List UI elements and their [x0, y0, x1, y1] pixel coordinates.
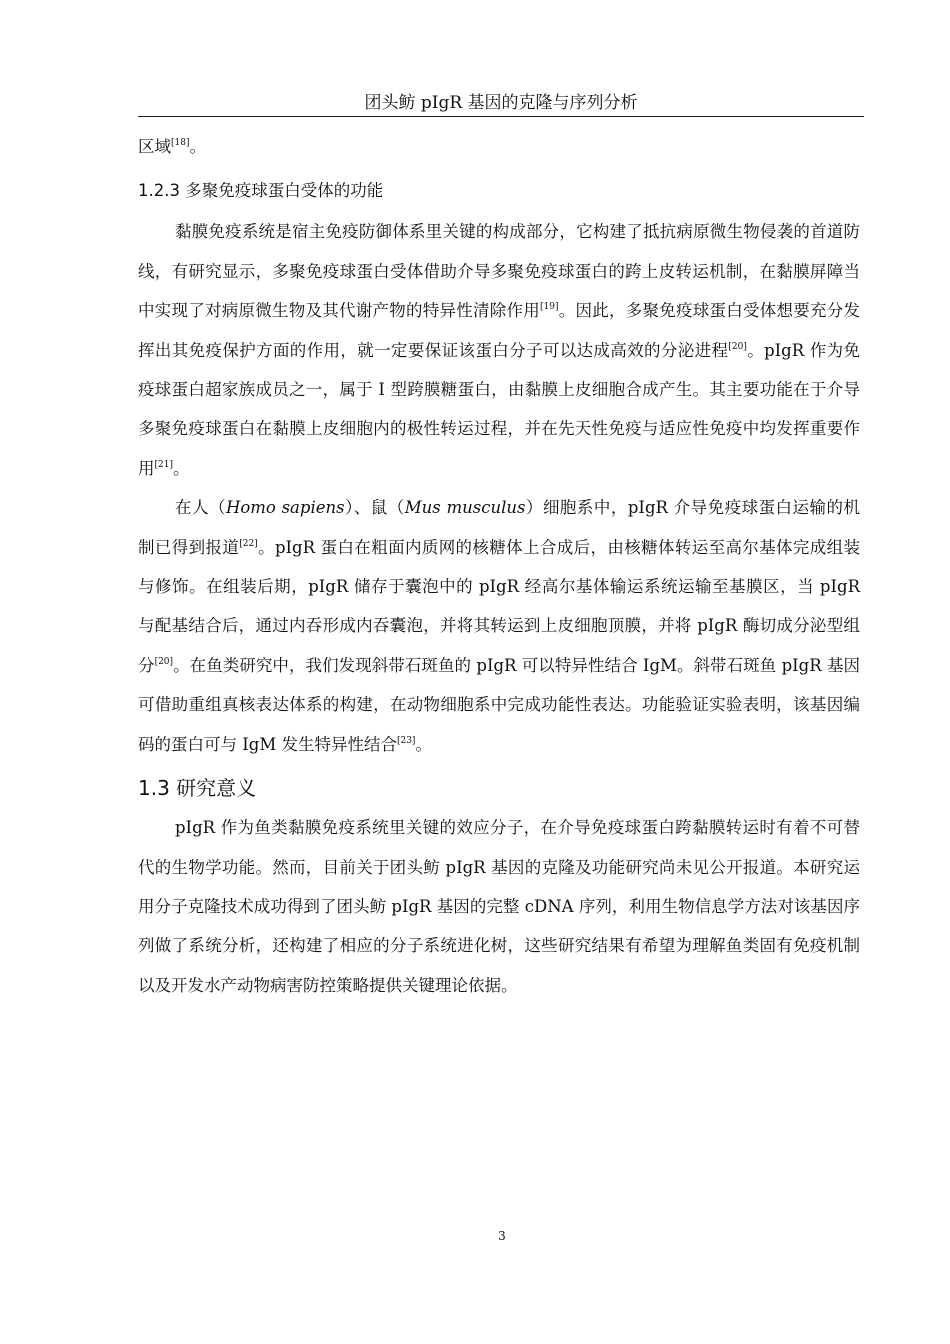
- species-name: Mus musculus: [404, 498, 526, 518]
- citation: [22]: [239, 538, 258, 549]
- citation: [19]: [540, 302, 559, 313]
- citation: [20]: [154, 656, 174, 667]
- page-number: 3: [498, 1229, 506, 1243]
- section-heading-1-2-3: 1.2.3 多聚免疫球蛋白受体的功能: [138, 181, 384, 201]
- paragraph-function: 黏膜免疫系统是宿主免疫防御体系里关键的构成部分，它构建了抵抗病原微生物侵袭的首道防线，有研究显示，多聚免疫球蛋白受体借助介导多聚免疫球蛋白的跨上皮转运机制，在黏膜屏障当中实现了对病原微生物及其代谢产物的特异性清除作用[19]。因此，多聚免疫球蛋白受体想要充分发挥出其免疫保护方面的作用，就一定要保证该蛋白分子可以达成高效的分泌进程[20]。pIgR 作为免疫球蛋白超家族成员之一，属于 I 型跨膜糖蛋白，由黏膜上皮细胞合成产生。其主要功能在于介导多聚免疫球蛋白在黏膜上皮细胞内的极性转运过程，并在先天性免疫与适应性免疫中均发挥重要作用[21]。: [138, 222, 861, 478]
- citation: [21]: [154, 459, 173, 470]
- section-heading-1-3: 1.3 研究意义: [138, 776, 257, 801]
- citation: [18]: [171, 138, 190, 148]
- paragraph-mechanism: 在人（Homo sapiens）、鼠（Mus musculus）细胞系中，pIgR 介导免疫球蛋白运输的机制已得到报道[22]。pIgR 蛋白在粗面内质网的核糖体上合成后，由核糖体转运至高尔基体完成组装与修饰。在组装后期，pIgR 储存于囊泡中的 pIgR 经高尔基体输运系统运输至基膜区，当 pIgR 与配基结合后，通过内吞形成内吞囊泡，并将其转运到上皮细胞顶膜，并将 pIgR 酶切成分泌型组分[20]。在鱼类研究中，我们发现斜带石斑鱼的 pIgR 可以特异性结合 IgM。斜带石斑鱼 pIgR 基因可借助重组真核表达体系的构建，在动物细胞系中完成功能性表达。功能验证实验表明，该基因编码的蛋白可与 IgM 发生特异性结合[23]。: [138, 498, 861, 754]
- header-rule: [138, 116, 864, 117]
- intro-line: 区域[18]。: [138, 137, 206, 156]
- running-header: 团头鲂 pIgR 基因的克隆与序列分析: [364, 93, 638, 113]
- page-body: [138, 127, 860, 1005]
- citation: [20]: [728, 341, 747, 352]
- citation: [23]: [396, 735, 416, 746]
- paragraph-significance: pIgR 作为鱼类黏膜免疫系统里关键的效应分子，在介导免疫球蛋白跨黏膜转运时有着不可替代的生物学功能。然而，目前关于团头鲂 pIgR 基因的克隆及功能研究尚未见公开报道。本研究运用分子克隆技术成功得到了团头鲂 pIgR 基因的完整 cDNA 序列，利用生物信息学方法对该基因序列做了系统分析，还构建了相应的分子系统进化树，这些研究结果有希望为理解鱼类固有免疫机制以及开发水产动物病害防控策略提供关键理论依据。: [138, 818, 860, 995]
- species-name: Homo sapiens: [225, 498, 345, 518]
